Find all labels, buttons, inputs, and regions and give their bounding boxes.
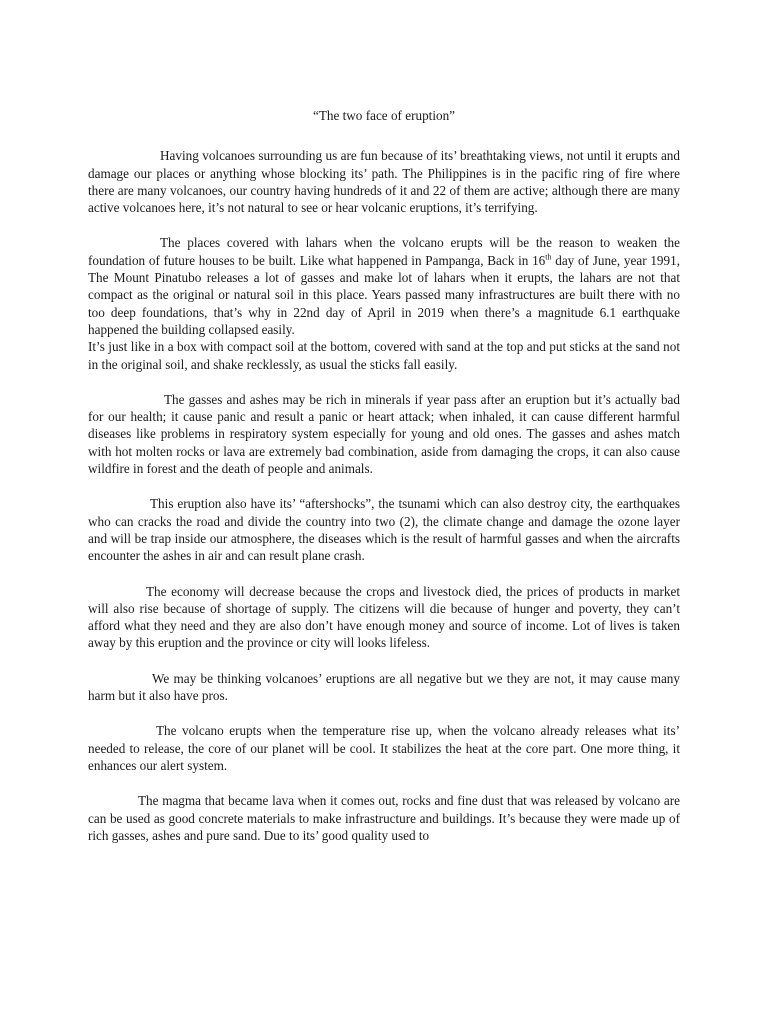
paragraph-4: This eruption also have its’ “aftershocks”, the tsunami which can also destroy city, the earthquakes who can cracks the road and divide the country into two (2), the climate change and damage the ozone layer and will be trap inside our atmosphere, the diseases which is the result of harmful gasses and when the aircrafts encounter the ashes in air and can result plane crash. bbox=[88, 496, 680, 564]
paragraph-2-rest: day of June, year 1991, The Mount Pinatubo releases a lot of gasses and make lot of lahars when it erupts, the lahars are not that compact as the original or natural soil in this place. Years passed many infrastructures are built there with no too deep foundations, that’s why in 22nd day of April in 2019 when there’s a magnitude 6.1 earthquake happened the building collapsed easily. bbox=[88, 252, 681, 337]
paragraph-1: Having volcanoes surrounding us are fun because of its’ breathtaking views, not until it erupts and damage our places or anything whose blocking its’ path. The Philippines is in the pacific ring of fire where there are many volcanoes, our country having hundreds of it and 22 of them are active; although there are many active volcanoes here, it’s not natural to see or hear volcanic eruptions, it’s terrifying. bbox=[88, 148, 680, 216]
paragraph-7: The volcano erupts when the temperature rise up, when the volcano already releases what its’ needed to release, the core of our planet will be cool. It stabilizes the heat at the core part. One more thing, it enhances our alert system. bbox=[88, 723, 680, 773]
paragraph-8: The magma that became lava when it comes out, rocks and fine dust that was released by volcano are can be used as good concrete materials to make infrastructure and buildings. It’s because they were made up of rich gasses, ashes and pure sand. Due to its’ good quality used to bbox=[88, 793, 680, 843]
paragraph-6: We may be thinking volcanoes’ eruptions are all negative but we they are not, it may cause many harm but it also have pros. bbox=[88, 670, 680, 704]
document-body bbox=[88, 107, 680, 862]
paragraph-2 bbox=[88, 234, 680, 338]
document-title: “The two face of eruption” bbox=[312, 108, 456, 123]
ordinal-superscript: th bbox=[545, 252, 552, 262]
paragraph-5: The economy will decrease because the crops and livestock died, the prices of products in market will also rise because of shortage of supply. The citizens will die because of hunger and poverty, they can’t afford what they need and they are also don’t have enough money and source of income. Lot of lives is taken away by this eruption and the province or city will looks lifeless. bbox=[88, 583, 680, 651]
paragraph-2-start: The places covered with lahars when the volcano erupts will be the reason to weaken the foundation of future houses to be built. Like what happened in Pampanga, Back in 16 bbox=[88, 235, 680, 268]
paragraph-2-continuation: It’s just like in a box with compact soil at the bottom, covered with sand at the top and put sticks at the sand not in the original soil, and shake recklessly, as usual the sticks fall easily. bbox=[88, 339, 680, 372]
paragraph-3: The gasses and ashes may be rich in minerals if year pass after an eruption but it’s actually bad for our health; it cause panic and result a panic or heart attack; when inhaled, it can cause different harmful diseases like problems in respiratory system especially for young and old ones. The gasses and ashes match with hot molten rocks or lava are extremely bad combination, aside from damaging the crops, it can also cause wildfire in forest and the death of people and animals. bbox=[88, 391, 680, 477]
